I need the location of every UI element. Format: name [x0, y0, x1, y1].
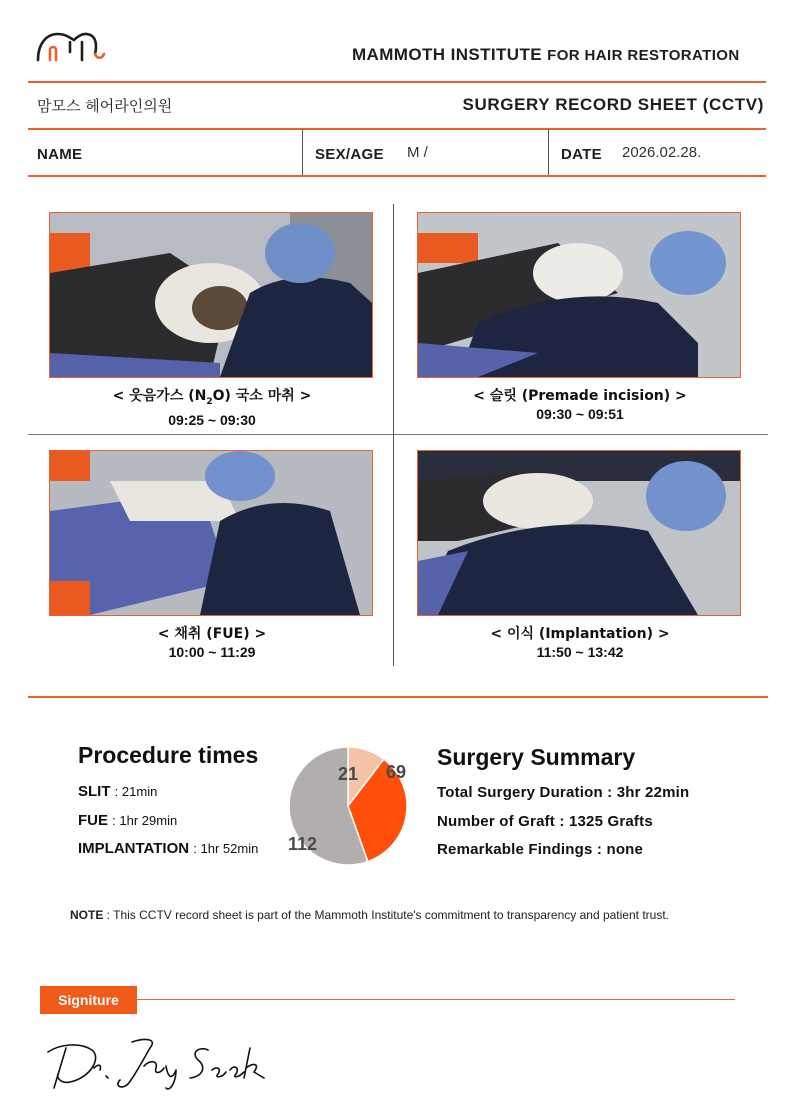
header-divider — [28, 81, 766, 83]
sheet-title: SURGERY RECORD SHEET (CCTV) — [462, 95, 764, 114]
summary-row-findings: Remarkable Findings : none — [437, 841, 644, 858]
cctv-photo-slit — [417, 212, 741, 378]
step-time: 09:25 ~ 09:30 — [168, 411, 256, 428]
info-divider — [28, 175, 766, 177]
cctv-photo-anesthesia — [49, 212, 373, 378]
section-divider — [28, 696, 768, 698]
procedure-row-implantation: IMPLANTATION : 1hr 52min — [78, 840, 259, 857]
summary-row-duration: Total Surgery Duration : 3hr 22min — [437, 784, 690, 801]
pie-label: 21 — [338, 764, 359, 784]
transparency-note: NOTE : This CCTV record sheet is part of the Mammoth Institute's commitment to transparency and patient trust. — [70, 908, 669, 922]
step-caption-fue: < 채취 (FUE) > 10:00 ~ 11:29 — [47, 625, 377, 661]
signature-line — [137, 999, 735, 1000]
doctor-signature — [40, 1028, 300, 1092]
date-value: 2026.02.28. — [622, 144, 702, 161]
date-label: DATE — [561, 146, 602, 163]
signature-tag: Signiture — [40, 986, 137, 1014]
sexage-label: SEX/AGE — [315, 146, 384, 163]
grid-vertical-divider — [393, 204, 394, 666]
sexage-value: M / — [407, 144, 428, 161]
summary-row-grafts: Number of Graft : 1325 Grafts — [437, 813, 653, 830]
pie-label: 69 — [386, 762, 407, 782]
step-caption-slit: < 슬릿 (Premade incision) > 09:30 ~ 09:51 — [415, 387, 745, 423]
step-time: 10:00 ~ 11:29 — [168, 644, 256, 660]
clinic-korean-name: 맘모스 헤어라인의원 — [37, 97, 173, 115]
grid-horizontal-divider — [28, 434, 768, 435]
step-caption-implantation: < 이식 (Implantation) > 11:50 ~ 13:42 — [415, 625, 745, 661]
title-divider — [28, 128, 766, 130]
name-label: NAME — [37, 146, 83, 163]
field-separator — [302, 129, 303, 176]
step-caption-anesthesia: < 웃음가스 $(N_2O)$ 국소 마취 > 09:25 ~ 09:30 — [47, 387, 377, 429]
cctv-photo-implantation — [417, 450, 741, 616]
procedure-row-slit: SLIT : 21min — [78, 783, 158, 800]
procedure-pie-chart — [280, 740, 420, 870]
step-time: 11:50 ~ 13:42 — [536, 644, 624, 660]
procedure-row-fue: FUE : 1hr 29min — [78, 812, 178, 829]
procedure-times-title: Procedure times — [78, 742, 259, 768]
mammoth-logo — [36, 28, 108, 64]
field-separator — [548, 129, 549, 176]
step-time: 09:30 ~ 09:51 — [536, 406, 624, 422]
brand-name: MAMMOTH INSTITUTE FOR HAIR RESTORATION — [352, 45, 740, 64]
cctv-photo-fue — [49, 450, 373, 616]
surgery-summary-title: Surgery Summary — [437, 744, 636, 770]
pie-label: 112 — [288, 834, 318, 854]
